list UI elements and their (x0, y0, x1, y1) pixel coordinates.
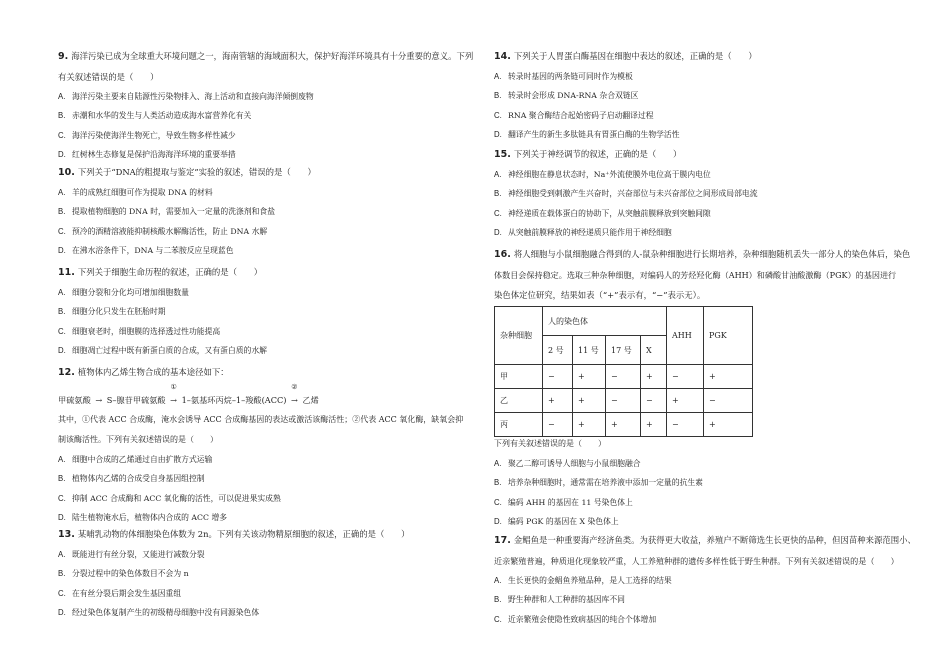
option-d[interactable]: D. 红树林生态修复是保护沿海海洋环境的重要举措 (58, 150, 236, 160)
option-b[interactable]: B. 植物体内乙烯的合成受自身基因组控制 (58, 474, 205, 484)
option-b[interactable]: B. 野生种群和人工种群的基因库不同 (494, 595, 625, 605)
table-header: X (641, 336, 667, 365)
option-d[interactable]: D. 陆生植物淹水后，植物体内合成的 ACC 增多 (58, 513, 228, 523)
option-b[interactable]: B. 转录时会形成 DNA-RNA 杂合双链区 (494, 91, 639, 101)
table-cell: + (641, 365, 667, 389)
table-cell: + (573, 365, 606, 389)
table-cell: + (573, 413, 606, 437)
question-number: 15. (494, 149, 511, 160)
question-stem: 染色体定位研究，结果如表（“+”表示有，“−”表示无）。 (494, 290, 706, 300)
table-cell: 乙 (495, 389, 543, 413)
table-cell: − (543, 413, 573, 437)
arrow-icon: → (95, 395, 103, 405)
question-stem: 近亲繁殖普遍，种质退化现象较严重，人工养殖种群的遗传多样性低于野生种群。下列有关叙述错误的是（ ） (494, 556, 899, 566)
question-17 (494, 530, 924, 629)
table-header: 17 号 (606, 336, 641, 365)
question-stem: 12. 植物体内乙烯生物合成的基本途径如下： (58, 367, 229, 378)
option-c[interactable]: C. 编码 AHH 的基因在 11 号染色体上 (494, 497, 633, 507)
table-header: AHH (667, 307, 704, 365)
option-d[interactable]: D. 从突触前膜释放的神经递质只能作用于神经细胞 (494, 228, 672, 238)
question-10 (58, 162, 488, 261)
option-b[interactable]: B. 培养杂种细胞时，通常需在培养液中添加一定量的抗生素 (494, 478, 703, 488)
question-number: 9. (58, 51, 69, 62)
ethylene-pathway (58, 383, 488, 410)
option-c[interactable]: C. 细胞衰老时，细胞膜的选择透过性功能提高 (58, 326, 221, 336)
option-b[interactable]: B. 神经细胞受到刺激产生兴奋时，兴奋部位与未兴奋部位之间形成局部电流 (494, 189, 758, 199)
question-stem: 15. 下列关于神经调节的叙述，正确的是（ ） (494, 149, 682, 160)
option-c[interactable]: C. 预冷的酒精溶液能抑制核酸水解酶活性，防止 DNA 水解 (58, 226, 268, 236)
question-stem: 14. 下列关于人胃蛋白酶基因在细胞中表达的叙述，正确的是（ ） (494, 51, 757, 62)
option-c[interactable]: C. RNA 聚合酶结合起始密码子启动翻译过程 (494, 110, 654, 120)
table-header: PGK (704, 307, 753, 365)
question-15 (494, 144, 924, 243)
question-16-options (494, 434, 924, 532)
question-14 (494, 46, 924, 145)
arrow-icon: ② → (286, 391, 302, 410)
option-a[interactable]: A. 聚乙二醇可诱导人细胞与小鼠细胞融合 (494, 459, 641, 468)
table-cell: + (573, 389, 606, 413)
option-a[interactable]: A. 羊的成熟红细胞可作为提取 DNA 的材料 (58, 188, 213, 197)
table-cell: − (667, 413, 704, 437)
table-cell: 丙 (495, 413, 543, 437)
option-a[interactable]: A. 神经细胞在静息状态时，Na⁺外流使膜外电位高于膜内电位 (494, 170, 711, 179)
option-c[interactable]: C. 神经递质在载体蛋白的协助下，从突触前膜释放到突触间隙 (494, 208, 711, 218)
option-d[interactable]: D. 在沸水浴条件下，DNA 与二苯胺反应呈现蓝色 (58, 246, 234, 256)
table-cell: − (641, 389, 667, 413)
pathway-product: 乙烯 (302, 395, 319, 405)
table-header: 2 号 (543, 336, 573, 365)
table-cell: + (543, 389, 573, 413)
table-cell: + (704, 413, 753, 437)
question-number: 17. (494, 535, 511, 546)
table-header: 杂种细胞 (495, 307, 543, 365)
table-header: 人的染色体 (543, 307, 667, 336)
question-stem: 17. 金鲳鱼是一种重要海产经济鱼类。为获得更大收益，养殖户不断筛选生长更快的品种，但因苗种来源范围小、 (494, 535, 916, 546)
hybrid-cell-table (494, 306, 753, 437)
option-a[interactable]: A. 海洋污染主要来自陆源性污染物排入、海上活动和直接向海洋倾倒废物 (58, 92, 314, 101)
option-a[interactable]: A. 细胞中合成的乙烯通过自由扩散方式运输 (58, 455, 213, 464)
pathway-acc: 1–氨基环丙烷–1–羧酸(ACC) (181, 395, 287, 405)
table-row (495, 365, 753, 389)
option-b[interactable]: B. 分裂过程中的染色体数目不会为 n (58, 569, 189, 579)
question-stem: 10. 下列关于“DNA的粗提取与鉴定”实验的叙述，错误的是（ ） (58, 167, 316, 178)
arrow-icon: ① → (166, 391, 182, 410)
step-marker: ② (291, 383, 298, 391)
question-stem: 9. 海洋污染已成为全球重大环境问题之一，海南管辖的海域面积大，保护好海洋环境具有十分重要的意义。下列 (58, 51, 474, 62)
question-number: 10. (58, 167, 75, 178)
option-d[interactable]: D. 翻译产生的新生多肽链具有胃蛋白酶的生物学活性 (494, 130, 680, 140)
question-stem: 制该酶活性。下列有关叙述错误的是（ ） (58, 435, 218, 444)
table-cell: − (606, 365, 641, 389)
table-cell: + (606, 413, 641, 437)
table-cell: 甲 (495, 365, 543, 389)
question-12 (58, 362, 488, 528)
question-stem: 16. 将人细胞与小鼠细胞融合得到的人-鼠杂种细胞进行长期培养，杂种细胞随机丢失一部分人的染色体后，染色 (494, 249, 911, 260)
option-b[interactable]: B. 细胞分化只发生在胚胎时期 (58, 307, 166, 317)
option-a[interactable]: A. 生长更快的金鲳鱼养殖品种，是人工选择的结果 (494, 576, 672, 585)
option-c[interactable]: C. 海洋污染使海洋生物死亡，导致生物多样性减少 (58, 130, 236, 140)
question-number: 11. (58, 267, 75, 278)
question-number: 12. (58, 367, 75, 378)
table-cell: − (543, 365, 573, 389)
table-cell: + (667, 389, 704, 413)
option-a[interactable]: A. 转录时基因的两条链可同时作为模板 (494, 72, 633, 81)
table-cell: + (704, 365, 753, 389)
option-b[interactable]: B. 赤潮和水华的发生与人类活动造成海水富营养化有关 (58, 111, 252, 121)
question-number: 14. (494, 51, 511, 62)
question-stem: 有关叙述错误的是（ ） (58, 72, 159, 82)
question-stem: 13. 某哺乳动物的体细胞染色体数为 2n。下列有关该动物精原细胞的叙述，正确的是（ ） (58, 529, 410, 540)
table-cell: − (667, 365, 704, 389)
question-stem: 11. 下列关于细胞生命历程的叙述，正确的是（ ） (58, 267, 263, 278)
question-number: 13. (58, 529, 75, 540)
question-number: 16. (494, 249, 511, 260)
option-c[interactable]: C. 抑制 ACC 合成酶和 ACC 氧化酶的活性，可以促进果实成熟 (58, 493, 281, 503)
question-stem: 下列有关叙述错误的是（ ） (494, 439, 606, 448)
question-stem: 其中，①代表 ACC 合成酶，淹水会诱导 ACC 合成酶基因的表达或激活该酶活性；②代表 ACC 氧化酶，缺氧会抑 (58, 415, 464, 424)
option-c[interactable]: C. 在有丝分裂后期会发生基因重组 (58, 588, 182, 598)
pathway-substrate: 甲硫氨酸 (58, 395, 91, 405)
option-b[interactable]: B. 提取植物细胞的 DNA 时，需要加入一定量的洗涤剂和食盐 (58, 207, 275, 217)
option-d[interactable]: D. 编码 PGK 的基因在 X 染色体上 (494, 517, 619, 527)
option-a[interactable]: A. 细胞分裂和分化均可增加细胞数量 (58, 288, 189, 297)
option-c[interactable]: C. 近亲繁殖会使隐性致病基因的纯合个体增加 (494, 614, 657, 624)
table-row (495, 413, 753, 437)
table-cell: + (641, 413, 667, 437)
option-a[interactable]: A. 既能进行有丝分裂，又能进行减数分裂 (58, 550, 205, 559)
table-header: 11 号 (573, 336, 606, 365)
table-row (495, 389, 753, 413)
question-13 (58, 524, 488, 623)
step-marker: ① (170, 383, 177, 391)
option-d[interactable]: D. 细胞凋亡过程中既有新蛋白质的合成，又有蛋白质的水解 (58, 346, 267, 356)
pathway-intermediate: S–腺苷甲硫氨酸 (106, 395, 166, 405)
table-cell: − (704, 389, 753, 413)
question-11 (58, 262, 488, 361)
question-stem: 体数目会保持稳定。选取三种杂种细胞，对编码人的芳烃羟化酶（AHH）和磷酸甘油酸激酶（PGK）的基因进行 (494, 270, 897, 280)
question-16 (494, 244, 924, 305)
question-9 (58, 46, 488, 165)
option-d[interactable]: D. 经过染色体复制产生的初级精母细胞中没有同源染色体 (58, 608, 260, 618)
table-cell: − (606, 389, 641, 413)
